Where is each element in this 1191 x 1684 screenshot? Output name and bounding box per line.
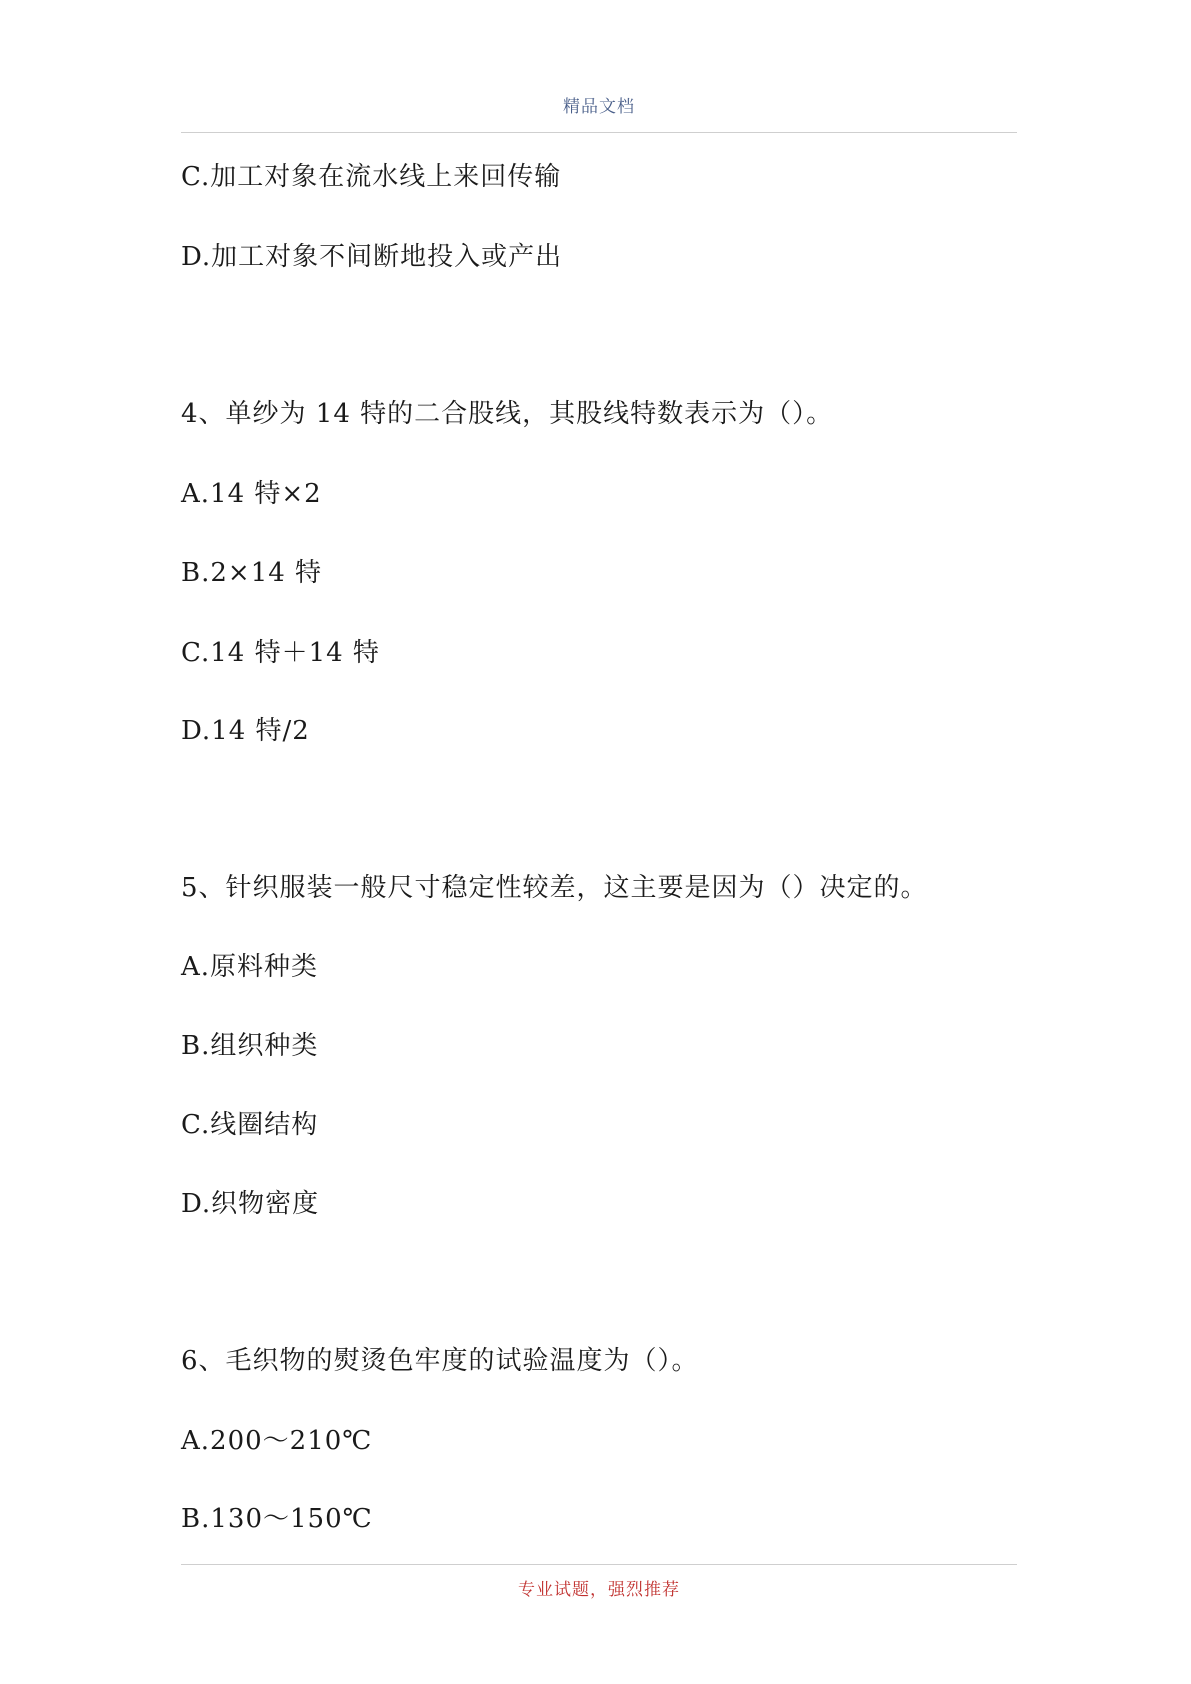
option-line: D.加工对象不间断地投入或产出 xyxy=(181,242,563,272)
footer-slogan: 专业试题，强烈推荐 xyxy=(518,1580,680,1600)
question-line: 6、毛织物的熨烫色牢度的试验温度为（）。 xyxy=(181,1346,699,1376)
option-line: B.组织种类 xyxy=(181,1031,319,1061)
question-line: 5、针织服装一般尺寸稳定性较差，这主要是因为（）决定的。 xyxy=(181,873,928,903)
option-line: B.2×14 特 xyxy=(181,558,323,588)
option-line: C.加工对象在流水线上来回传输 xyxy=(181,162,562,192)
page-header xyxy=(181,84,1017,133)
option-line: C.线圈结构 xyxy=(181,1110,319,1140)
option-line: B.130～150℃ xyxy=(181,1504,373,1534)
option-line: C.14 特＋14 特 xyxy=(181,638,380,668)
option-line: A.200～210℃ xyxy=(181,1426,373,1456)
option-line: D.织物密度 xyxy=(181,1189,320,1219)
option-line: A.14 特×2 xyxy=(181,479,322,509)
option-line: A.原料种类 xyxy=(181,952,319,982)
header-title: 精品文档 xyxy=(563,97,635,117)
page-footer xyxy=(181,1564,1017,1600)
question-line: 4、单纱为 14 特的二合股线，其股线特数表示为（）。 xyxy=(181,399,834,429)
option-line: D.14 特/2 xyxy=(181,716,310,746)
